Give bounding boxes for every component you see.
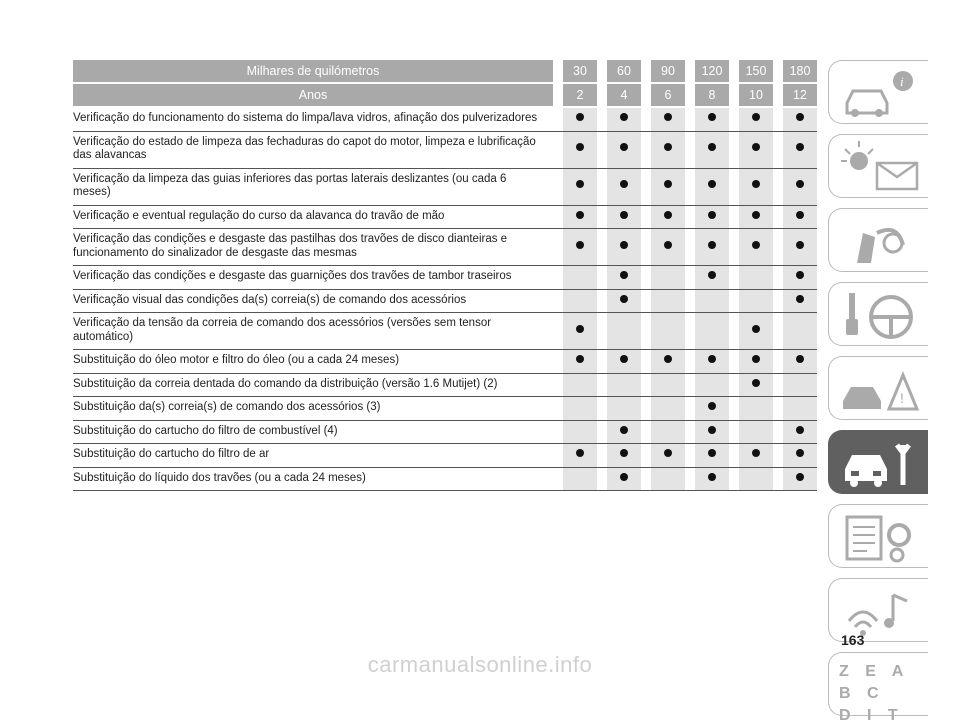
interval-cell xyxy=(783,107,817,131)
interval-cell xyxy=(739,467,773,491)
table-row xyxy=(73,444,817,468)
table-row xyxy=(73,229,817,266)
check-dot-icon xyxy=(576,113,584,121)
check-dot-icon xyxy=(620,449,628,457)
operation-text: Verificação e eventual regulação do curso da alavanca do travão de mão xyxy=(73,205,553,229)
interval-cell xyxy=(563,313,597,350)
check-dot-icon xyxy=(620,211,628,219)
interval-cell xyxy=(739,420,773,444)
check-dot-icon xyxy=(620,143,628,151)
chapter-tab-specs-gear[interactable] xyxy=(828,504,928,568)
maintenance-schedule xyxy=(73,60,817,491)
check-dot-icon xyxy=(708,211,716,219)
interval-cell xyxy=(739,289,773,313)
interval-cell xyxy=(651,107,685,131)
interval-cell xyxy=(783,350,817,374)
check-dot-icon xyxy=(576,355,584,363)
interval-cell xyxy=(695,205,729,229)
interval-cell xyxy=(607,313,641,350)
check-dot-icon xyxy=(752,449,760,457)
interval-cell xyxy=(563,168,597,205)
check-dot-icon xyxy=(708,449,716,457)
header-km-label: Milhares de quilómetros xyxy=(73,60,553,83)
operation-text: Substituição do cartucho do filtro de combustível (4) xyxy=(73,420,553,444)
interval-cell xyxy=(651,205,685,229)
interval-cell xyxy=(651,444,685,468)
check-dot-icon xyxy=(752,143,760,151)
check-dot-icon xyxy=(576,325,584,333)
table-row xyxy=(73,373,817,397)
interval-cell xyxy=(739,229,773,266)
operation-text: Verificação da limpeza das guias inferiores das portas laterais deslizantes (ou cada 6 meses) xyxy=(73,168,553,205)
interval-cell xyxy=(783,444,817,468)
page-number: 163 xyxy=(841,632,865,648)
year-col-header: 6 xyxy=(651,83,685,107)
interval-cell xyxy=(563,350,597,374)
check-dot-icon xyxy=(620,295,628,303)
interval-cell xyxy=(783,313,817,350)
interval-cell xyxy=(563,420,597,444)
interval-cell xyxy=(607,289,641,313)
interval-cell xyxy=(783,205,817,229)
km-col-header: 120 xyxy=(695,60,729,83)
check-dot-icon xyxy=(708,143,716,151)
interval-cell xyxy=(607,444,641,468)
interval-cell xyxy=(607,373,641,397)
interval-cell xyxy=(783,373,817,397)
interval-cell xyxy=(607,229,641,266)
interval-cell xyxy=(739,131,773,168)
check-dot-icon xyxy=(796,180,804,188)
operation-text: Substituição do cartucho do filtro de ar xyxy=(73,444,553,468)
operation-text: Verificação visual das condições da(s) correia(s) de comando dos acessórios xyxy=(73,289,553,313)
interval-cell xyxy=(739,313,773,350)
check-dot-icon xyxy=(620,113,628,121)
header-km-row xyxy=(73,60,817,83)
check-dot-icon xyxy=(796,241,804,249)
table-row xyxy=(73,397,817,421)
interval-cell xyxy=(607,467,641,491)
check-dot-icon xyxy=(576,143,584,151)
interval-cell xyxy=(651,266,685,290)
year-col-header: 2 xyxy=(563,83,597,107)
table-row xyxy=(73,313,817,350)
interval-cell xyxy=(739,444,773,468)
check-dot-icon xyxy=(576,241,584,249)
check-dot-icon xyxy=(752,241,760,249)
check-dot-icon xyxy=(664,211,672,219)
interval-cell xyxy=(783,467,817,491)
check-dot-icon xyxy=(576,449,584,457)
interval-cell xyxy=(563,289,597,313)
table-row xyxy=(73,289,817,313)
interval-cell xyxy=(563,205,597,229)
check-dot-icon xyxy=(576,180,584,188)
chapter-tab-car-info[interactable] xyxy=(828,60,928,124)
interval-cell xyxy=(651,420,685,444)
check-dot-icon xyxy=(796,449,804,457)
check-dot-icon xyxy=(708,241,716,249)
watermark: carmanualsonline.info xyxy=(367,652,593,677)
interval-cell xyxy=(563,397,597,421)
interval-cell xyxy=(695,107,729,131)
interval-cell xyxy=(651,131,685,168)
interval-cell xyxy=(783,266,817,290)
interval-cell xyxy=(607,168,641,205)
interval-cell xyxy=(651,289,685,313)
check-dot-icon xyxy=(664,355,672,363)
check-dot-icon xyxy=(620,426,628,434)
interval-cell xyxy=(651,467,685,491)
check-dot-icon xyxy=(620,180,628,188)
interval-cell xyxy=(695,131,729,168)
interval-cell xyxy=(607,107,641,131)
year-col-header: 4 xyxy=(607,83,641,107)
check-dot-icon xyxy=(796,271,804,279)
interval-cell xyxy=(783,131,817,168)
interval-cell xyxy=(739,205,773,229)
header-years-row xyxy=(73,83,817,107)
interval-cell xyxy=(739,373,773,397)
check-dot-icon xyxy=(752,113,760,121)
check-dot-icon xyxy=(620,241,628,249)
chapter-tabs xyxy=(828,60,928,726)
chapter-tab-light-warning[interactable] xyxy=(828,134,928,198)
interval-cell xyxy=(563,467,597,491)
interval-cell xyxy=(739,168,773,205)
check-dot-icon xyxy=(664,113,672,121)
interval-cell xyxy=(563,107,597,131)
interval-cell xyxy=(651,168,685,205)
maintenance-table xyxy=(73,60,817,491)
interval-cell xyxy=(563,131,597,168)
check-dot-icon xyxy=(708,355,716,363)
check-dot-icon xyxy=(576,211,584,219)
table-row xyxy=(73,266,817,290)
operation-text: Verificação das condições e desgaste das guarnições dos travões de tambor traseiros xyxy=(73,266,553,290)
check-dot-icon xyxy=(664,180,672,188)
interval-cell xyxy=(563,444,597,468)
interval-cell xyxy=(651,313,685,350)
check-dot-icon xyxy=(620,473,628,481)
interval-cell xyxy=(607,397,641,421)
operation-text: Verificação da tensão da correia de comando dos acessórios (versões sem tensor automático) xyxy=(73,313,553,350)
maintenance-rows xyxy=(73,107,817,491)
interval-cell xyxy=(651,373,685,397)
check-dot-icon xyxy=(708,473,716,481)
interval-cell xyxy=(739,107,773,131)
operation-text: Verificação das condições e desgaste das pastilhas dos travões de disco dianteiras e funcionamento do sinalizador de desgaste das mesmas xyxy=(73,229,553,266)
check-dot-icon xyxy=(796,211,804,219)
interval-cell xyxy=(651,229,685,266)
check-dot-icon xyxy=(664,143,672,151)
chapter-tab-car-service-wrench[interactable] xyxy=(828,430,928,494)
check-dot-icon xyxy=(708,402,716,410)
chapter-tab-airbag-seat[interactable] xyxy=(828,208,928,272)
interval-cell xyxy=(695,444,729,468)
operation-text: Substituição da(s) correia(s) de comando dos acessórios (3) xyxy=(73,397,553,421)
interval-cell xyxy=(695,397,729,421)
check-dot-icon xyxy=(664,241,672,249)
check-dot-icon xyxy=(708,180,716,188)
table-row xyxy=(73,350,817,374)
km-col-header: 180 xyxy=(783,60,817,83)
check-dot-icon xyxy=(796,426,804,434)
interval-cell xyxy=(739,266,773,290)
table-row xyxy=(73,205,817,229)
interval-cell xyxy=(783,168,817,205)
operation-text: Verificação do funcionamento do sistema do limpa/lava vidros, afinação dos pulverizadores xyxy=(73,107,553,131)
interval-cell xyxy=(651,397,685,421)
operation-text: Substituição da correia dentada do comando da distribuição (versão 1.6 Mutijet) (2) xyxy=(73,373,553,397)
check-dot-icon xyxy=(664,449,672,457)
check-dot-icon xyxy=(752,211,760,219)
interval-cell xyxy=(607,131,641,168)
interval-cell xyxy=(739,397,773,421)
check-dot-icon xyxy=(796,143,804,151)
operation-text: Substituição do líquido dos travões (ou a cada 24 meses) xyxy=(73,467,553,491)
interval-cell xyxy=(563,373,597,397)
interval-cell xyxy=(695,373,729,397)
km-col-header: 150 xyxy=(739,60,773,83)
check-dot-icon xyxy=(796,473,804,481)
interval-cell xyxy=(607,205,641,229)
interval-cell xyxy=(607,266,641,290)
check-dot-icon xyxy=(796,355,804,363)
table-row xyxy=(73,467,817,491)
check-dot-icon xyxy=(796,295,804,303)
interval-cell xyxy=(783,420,817,444)
check-dot-icon xyxy=(752,180,760,188)
svg-text:i: i xyxy=(900,74,904,89)
km-col-header: 60 xyxy=(607,60,641,83)
interval-cell xyxy=(607,420,641,444)
interval-cell xyxy=(739,350,773,374)
interval-cell xyxy=(563,229,597,266)
check-dot-icon xyxy=(708,271,716,279)
interval-cell xyxy=(695,168,729,205)
check-dot-icon xyxy=(708,426,716,434)
check-dot-icon xyxy=(752,325,760,333)
km-col-header: 30 xyxy=(563,60,597,83)
interval-cell xyxy=(607,350,641,374)
interval-cell xyxy=(695,229,729,266)
interval-cell xyxy=(695,289,729,313)
km-col-header: 90 xyxy=(651,60,685,83)
interval-cell xyxy=(695,420,729,444)
operation-text: Verificação do estado de limpeza das fechaduras do capot do motor, limpeza e lubrificação das alavancas xyxy=(73,131,553,168)
interval-cell xyxy=(783,229,817,266)
year-col-header: 10 xyxy=(739,83,773,107)
check-dot-icon xyxy=(620,355,628,363)
header-years-label: Anos xyxy=(73,83,553,107)
interval-cell xyxy=(695,313,729,350)
interval-cell xyxy=(563,266,597,290)
interval-cell xyxy=(651,350,685,374)
year-col-header: 12 xyxy=(783,83,817,107)
chapter-tab-car-emergency[interactable] xyxy=(828,356,928,420)
check-dot-icon xyxy=(796,113,804,121)
check-dot-icon xyxy=(752,355,760,363)
interval-cell xyxy=(783,289,817,313)
interval-cell xyxy=(783,397,817,421)
table-row xyxy=(73,168,817,205)
year-col-header: 8 xyxy=(695,83,729,107)
interval-cell xyxy=(695,266,729,290)
interval-cell xyxy=(695,350,729,374)
table-row xyxy=(73,131,817,168)
chapter-tab-key-steering-wheel[interactable] xyxy=(828,282,928,346)
check-dot-icon xyxy=(620,271,628,279)
check-dot-icon xyxy=(752,379,760,387)
table-row xyxy=(73,420,817,444)
table-row xyxy=(73,107,817,131)
alphabetical-index-icon: Z E A B C D I T xyxy=(839,663,909,724)
svg-text:!: ! xyxy=(900,390,904,406)
interval-cell xyxy=(695,467,729,491)
check-dot-icon xyxy=(708,113,716,121)
operation-text: Substituição do óleo motor e filtro do óleo (ou a cada 24 meses) xyxy=(73,350,553,374)
